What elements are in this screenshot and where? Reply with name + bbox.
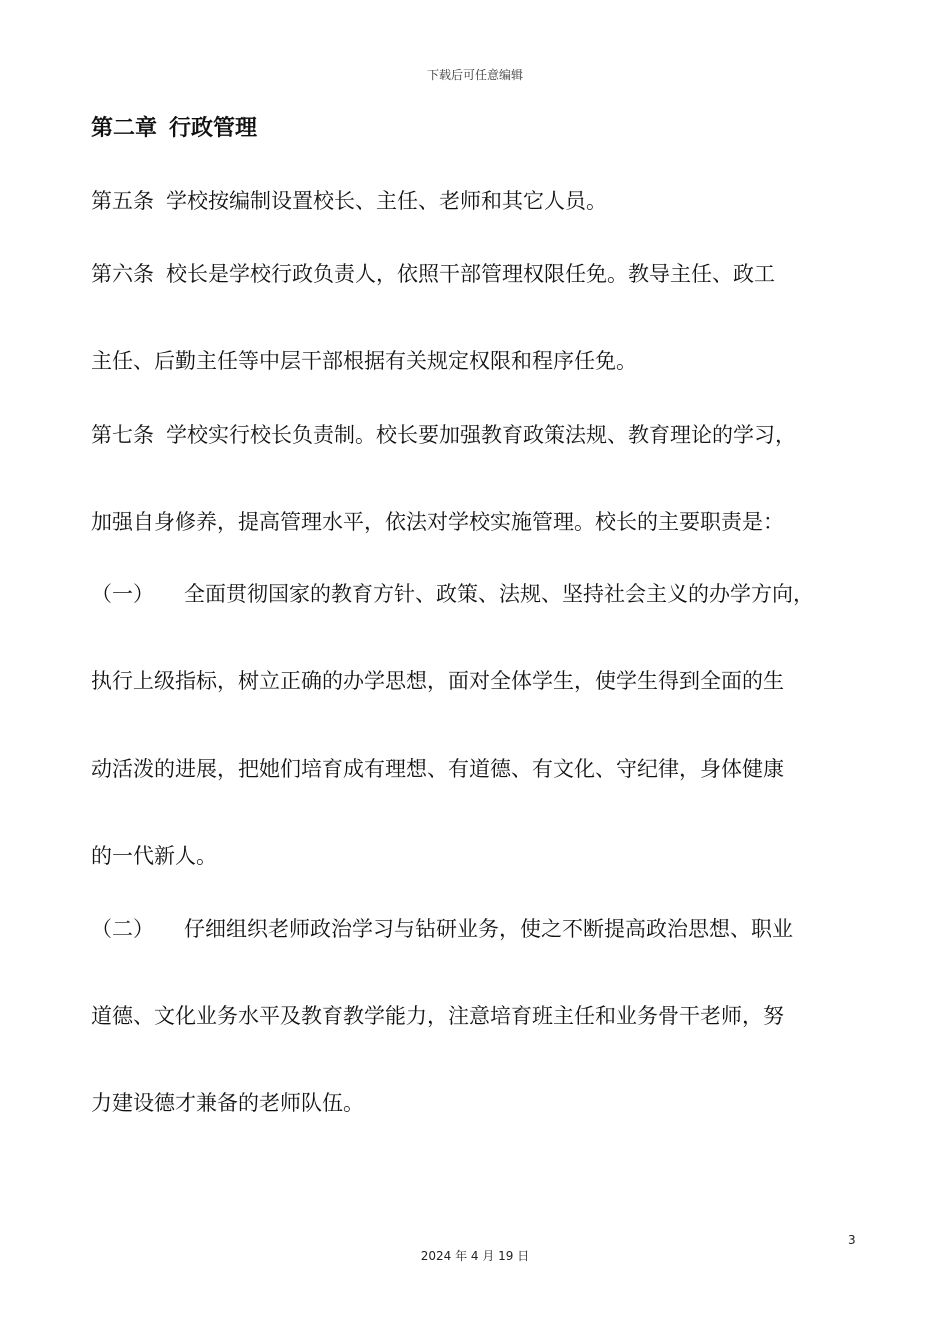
duty-1-line-2: 执行上级指标，树立正确的办学思想，面对全体学生，使学生得到全面的生 [91,669,784,693]
duty-1-text-1: 全面贯彻国家的教育方针、政策、法规、坚持社会主义的办学方向， [184,582,814,606]
duty-1-marker: （一） [91,582,154,606]
duty-2-marker: （二） [91,917,154,941]
page-number: 3 [848,1233,856,1247]
article-7-line-2: 加强自身修养，提高管理水平，依法对学校实施管理。校长的主要职责是： [91,510,784,534]
article-7-text-1: 学校实行校长负责制。校长要加强教育政策法规、教育理论的学习， [166,423,796,447]
article-6-line-1 [91,259,881,289]
duty-2-line-2: 道德、文化业务水平及教育教学能力，注意培育班主任和业务骨干老师，努 [91,1004,784,1028]
chapter-number: 第二章 [91,116,158,141]
article-6-text-1: 校长是学校行政负责人，依照干部管理权限任免。教导主任、政工 [166,262,775,286]
duty-1-line-4: 的一代新人。 [91,844,217,868]
article-6-label: 第六条 [91,262,154,286]
duty-1-line-1 [91,579,881,609]
header-note: 下载后可任意编辑 [426,68,523,82]
article-5-label: 第五条 [91,189,154,213]
article-6-line-2: 主任、后勤主任等中层干部根据有关规定权限和程序任免。 [91,349,637,373]
article-5 [91,186,881,216]
duty-2-line-3: 力建设德才兼备的老师队伍。 [91,1091,364,1115]
duty-1-line-3: 动活泼的进展，把她们培育成有理想、有道德、有文化、守纪律，身体健康 [91,757,784,781]
duty-2-text-1: 仔细组织老师政治学习与钻研业务，使之不断提高政治思想、职业 [184,917,793,941]
footer-date: 2024 年 4 月 19 日 [420,1249,530,1263]
article-5-text: 学校按编制设置校长、主任、老师和其它人员。 [166,189,607,213]
duty-2-line-1 [91,914,881,944]
article-7-line-1 [91,420,881,450]
chapter-title: 行政管理 [169,116,258,141]
chapter-heading [91,114,257,144]
article-7-label: 第七条 [91,423,154,447]
